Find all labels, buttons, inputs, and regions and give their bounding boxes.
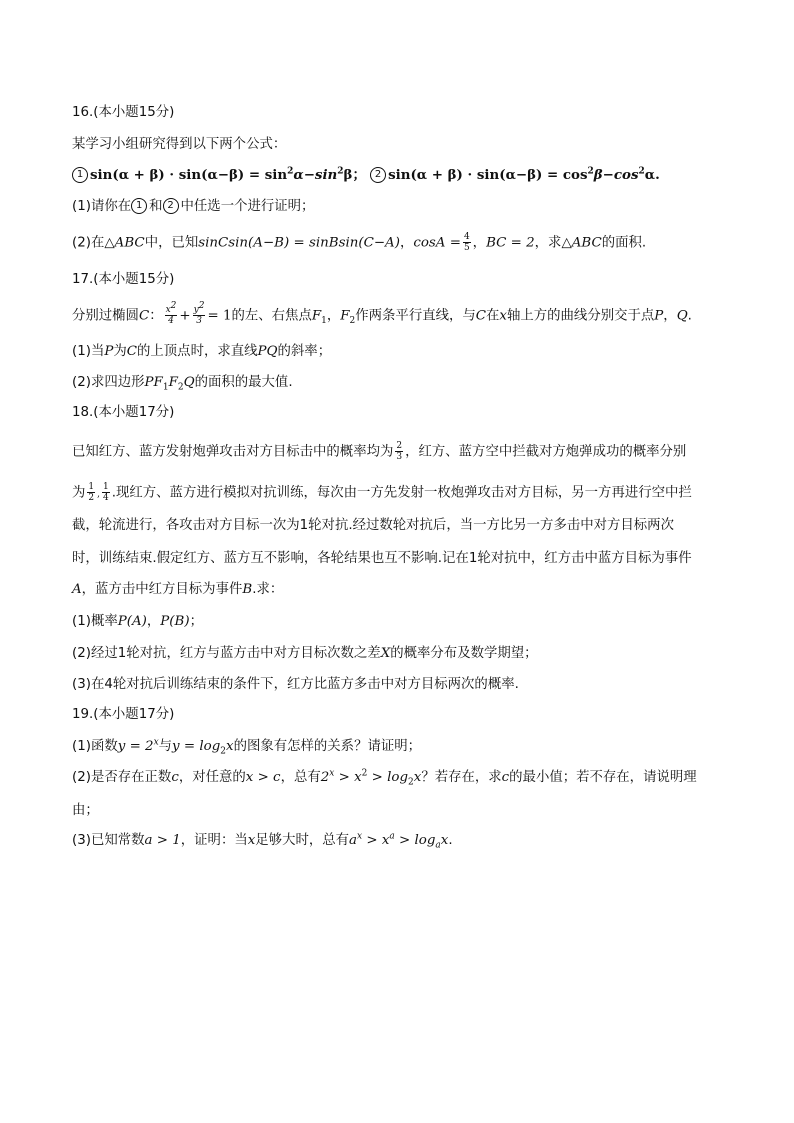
q19-part3: (3)已知常数a > 1，证明：当x足够大时，总有$a^x > x^a > \log_ax$.: [72, 831, 453, 851]
circled-one: 1: [72, 167, 88, 183]
fraction-y2-3: $\frac{y^2}{3}$: [193, 301, 205, 326]
q16-part1: (1)请你在 1 和 2 中任选一个进行证明；: [72, 199, 315, 214]
q19-part2: (2)是否存在正数c，对任意的x > c，总有$2^x > x^2 > \log_2x$？若存在，求c的最小值；若不存在，请说明理: [72, 768, 697, 788]
circled-two: 2: [370, 167, 386, 183]
circled-one: 1: [131, 198, 147, 214]
q16-intro: 某学习小组研究得到以下两个公式：: [72, 137, 287, 152]
q17-part2: (2)求四边形$PF_1F_2Q$的面积的最大值.: [72, 375, 293, 393]
fraction-2-3: $\frac{2}{3}$: [396, 441, 403, 462]
q17-statement: 分别过椭圆C： $\frac{x^2}{4}$ + $\frac{y^2}{3}$ = 1的左、右焦点$F_1$，$F_2$作两条平行直线，与C在x轴上方的曲线分别交于点P，Q.: [72, 301, 692, 327]
fraction-4-5: $\frac{4}{5}$: [463, 232, 470, 253]
q17-header: 17.(本小题15分): [72, 272, 175, 287]
fraction-1-4: $\frac{1}{4}$: [103, 482, 109, 503]
q19-header: 19.(本小题17分): [72, 707, 175, 722]
formula-2: $\sin(\alpha + \beta) \cdot \sin(\alpha-\beta) = \cos^2\beta-\cos^2\alpha$.: [388, 166, 660, 183]
q18-header: 18.(本小题17分): [72, 405, 175, 420]
fraction-x2-4: $\frac{x^2}{4}$: [165, 301, 177, 326]
q18-line1: 已知红方、蓝方发射炮弹攻击对方目标击中的概率均为 $\frac{2}{3}$ ，红方、蓝方空中拦截对方炮弹成功的概率分别: [72, 441, 687, 462]
q18-line5: A，蓝方击中红方目标为事件B.求：: [72, 582, 284, 597]
q17-part1: (1)当P为C的上顶点时，求直线PQ的斜率；: [72, 344, 332, 359]
q18-part1: (1)概率P(A)，P(B)；: [72, 614, 203, 629]
q18-line2: 为 $\frac{1}{2}$ , $\frac{1}{4}$ .现红方、蓝方进行模拟对抗训练，每次由一方先发射一枚炮弹攻击对方目标，另一方再进行空中拦: [72, 482, 692, 503]
q18-part2: (2)经过1轮对抗，红方与蓝方击中对方目标次数之差X的概率分布及数学期望；: [72, 646, 538, 661]
q18-line3: 截，轮流进行，各攻击对方目标一次为1轮对抗.经过数轮对抗后，当一方比另一方多击中对方目标两次: [72, 518, 674, 533]
q19-part2-cont: 由；: [72, 803, 99, 818]
fraction-1-2: $\frac{1}{2}$: [88, 482, 95, 503]
q18-line4: 时，训练结束.假定红方、蓝方互不影响，各轮结果也互不影响.记在1轮对抗中，红方击中蓝方目标为事件: [72, 551, 692, 566]
q16-formulas: [72, 165, 722, 186]
q16-header: 16.(本小题15分): [72, 105, 175, 120]
q18-part3: (3)在4轮对抗后训练结束的条件下，红方比蓝方多击中对方目标两次的概率.: [72, 677, 519, 692]
q19-part1: (1)函数$y = 2^x$与$y = \log_2x$的图象有怎样的关系？请证明；: [72, 737, 422, 757]
q16-part2: (2)在△ABC中，已知sinCsin(A−B) = sinBsin(C−A)，cosA = $\frac{4}{5}$ ，BC = 2，求△ABC的面积.: [72, 232, 647, 253]
circled-two: 2: [163, 198, 179, 214]
formula-1: $\sin(\alpha + \beta) \cdot \sin(\alpha-\beta) = \sin^2\alpha-\sin^2\beta$；: [90, 166, 366, 183]
